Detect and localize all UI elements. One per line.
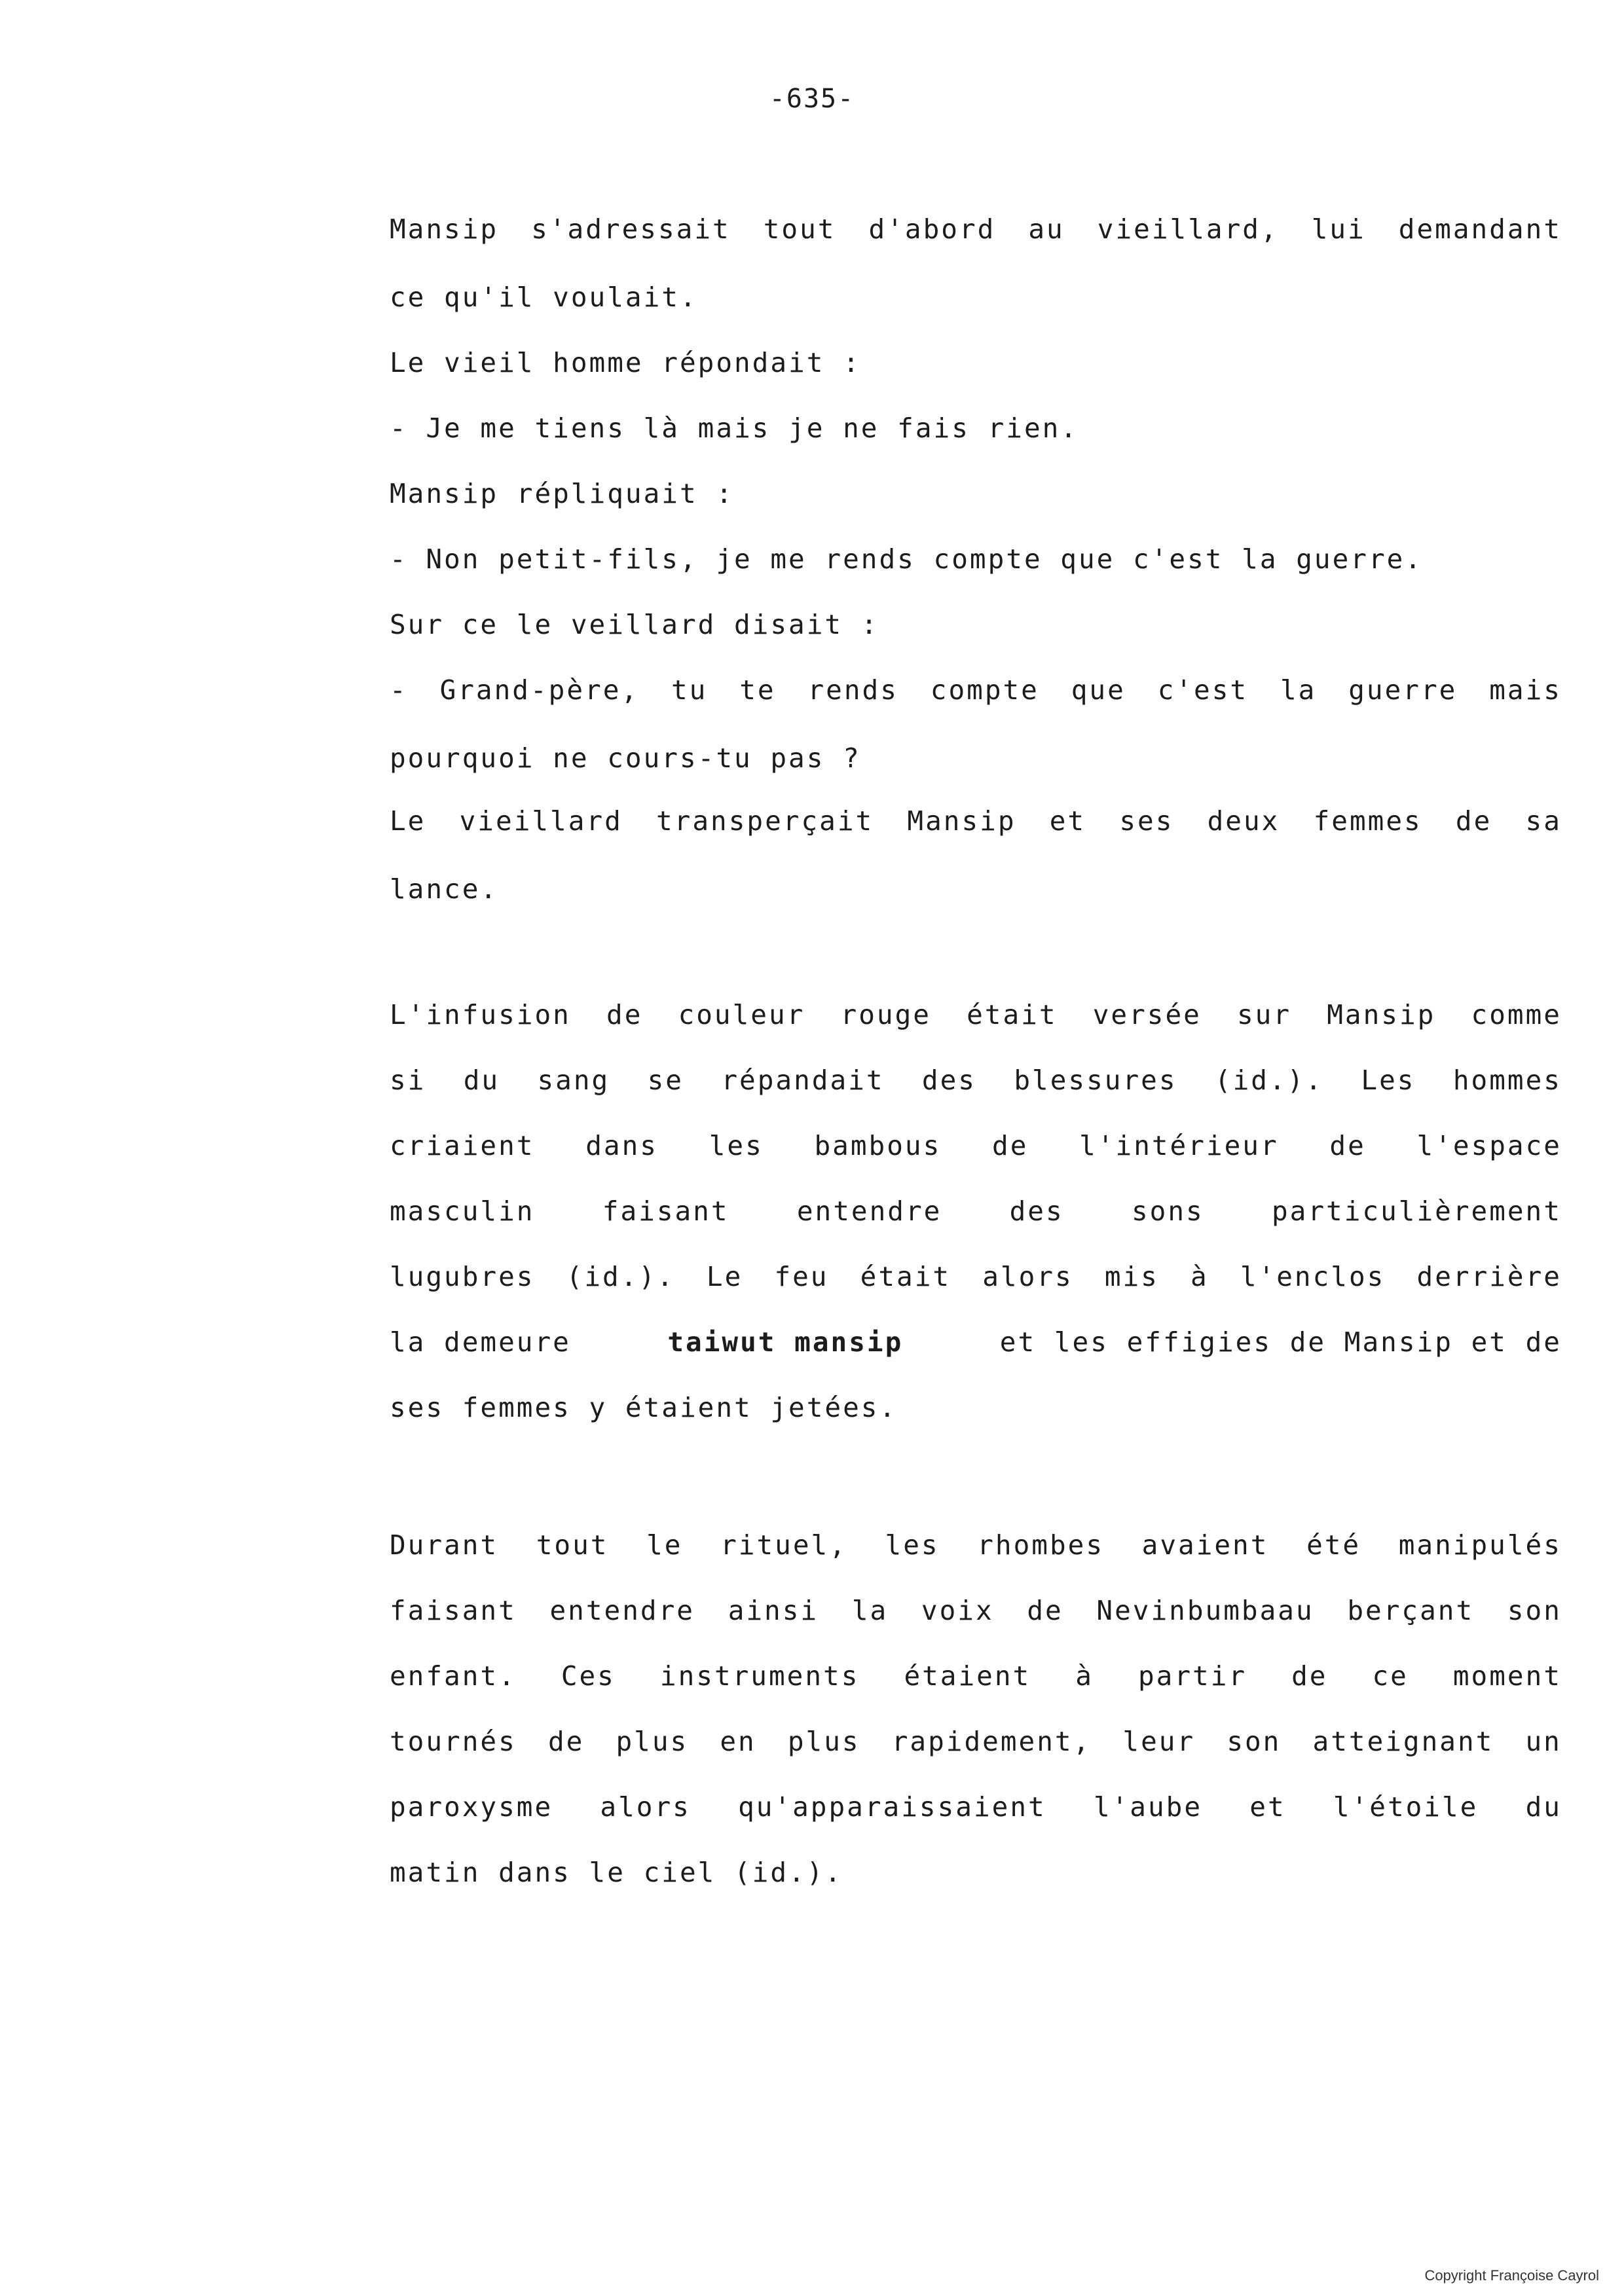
word: l'étoile	[1333, 1791, 1479, 1823]
word: un	[1525, 1726, 1562, 1757]
word: faisant	[602, 1195, 729, 1227]
text-line: - Je me tiens là mais je ne fais rien.	[390, 412, 1079, 444]
word: sang	[537, 1065, 610, 1096]
text-line	[390, 1722, 1562, 1761]
word: son	[1227, 1726, 1282, 1757]
word: plus	[616, 1726, 689, 1757]
word: faisant	[390, 1595, 517, 1626]
text-line: ses femmes y étaient jetées.	[390, 1392, 898, 1423]
word: des	[1009, 1195, 1064, 1227]
text-fragment: et les effigies de Mansip et de	[999, 1326, 1562, 1358]
text-line	[390, 1257, 1562, 1296]
word: de	[547, 1726, 585, 1757]
text-line	[390, 801, 1562, 841]
word: le	[646, 1529, 683, 1561]
word: manipulés	[1398, 1529, 1562, 1561]
word: Mansip	[390, 213, 499, 245]
word: Le	[706, 1261, 743, 1292]
word: que	[1071, 674, 1126, 706]
word: instruments	[659, 1660, 860, 1692]
word: partir	[1137, 1660, 1247, 1692]
word: couleur	[678, 999, 805, 1030]
text-line: matin dans le ciel (id.).	[390, 1857, 843, 1888]
word: étaient	[904, 1660, 1031, 1692]
word: répandait	[721, 1065, 885, 1096]
word: la	[1280, 674, 1317, 706]
word: transperçait	[655, 805, 874, 837]
word: paroxysme	[390, 1791, 553, 1823]
word: feu	[774, 1261, 829, 1292]
word: ses	[1119, 805, 1174, 837]
word: moment	[1452, 1660, 1562, 1692]
word: et	[1249, 1791, 1286, 1823]
word: à	[1190, 1261, 1209, 1292]
word: rhombes	[977, 1529, 1105, 1561]
word: criaient	[390, 1130, 535, 1161]
word: tu	[671, 674, 708, 706]
word: à	[1075, 1660, 1094, 1692]
word: plus	[787, 1726, 860, 1757]
word: lugubres	[390, 1261, 535, 1292]
word: compte	[930, 674, 1039, 706]
word: avaient	[1141, 1529, 1269, 1561]
word: et	[1049, 805, 1086, 837]
word: des	[921, 1065, 976, 1096]
word: lui	[1311, 213, 1366, 245]
word: voix	[921, 1595, 994, 1626]
word: derrière	[1416, 1261, 1562, 1292]
text-line	[390, 995, 1562, 1034]
word: tournés	[390, 1726, 517, 1757]
word: hommes	[1452, 1065, 1562, 1096]
word: rituel,	[720, 1529, 847, 1561]
word: vieillard,	[1097, 213, 1279, 245]
word: la	[851, 1595, 889, 1626]
word: de	[1027, 1595, 1063, 1626]
text-line-with-bold-term	[390, 1322, 1562, 1362]
word: de	[1455, 805, 1492, 837]
word: était	[860, 1261, 951, 1292]
word: te	[739, 674, 776, 706]
word: demandant	[1398, 213, 1562, 245]
text-line	[390, 1787, 1562, 1827]
word: au	[1028, 213, 1065, 245]
word: versée	[1092, 999, 1202, 1030]
word: (id.).	[566, 1261, 675, 1292]
word: tout	[763, 213, 836, 245]
word: alors	[982, 1261, 1073, 1292]
text-line: Sur ce le veillard disait :	[390, 609, 879, 640]
word: femmes	[1313, 805, 1422, 837]
word: guerre	[1348, 674, 1458, 706]
word: blessures	[1014, 1065, 1177, 1096]
word: tout	[536, 1529, 609, 1561]
word: été	[1306, 1529, 1361, 1561]
word: vieillard	[459, 805, 623, 837]
word: l'enclos	[1240, 1261, 1386, 1292]
word: rends	[807, 674, 898, 706]
word: Le	[390, 805, 426, 837]
text-line	[390, 1591, 1562, 1630]
word: de	[606, 999, 643, 1030]
word: de	[1291, 1660, 1328, 1692]
word: particulièrement	[1271, 1195, 1562, 1227]
bold-term: taiwut mansip	[667, 1326, 904, 1358]
word: Durant	[390, 1529, 499, 1561]
word: entendre	[796, 1195, 942, 1227]
word: en	[720, 1726, 756, 1757]
word: Nevinbumbaau	[1096, 1595, 1314, 1626]
word: enfant.	[390, 1660, 517, 1692]
word: l'aube	[1093, 1791, 1203, 1823]
word: berçant	[1347, 1595, 1475, 1626]
word: l'intérieur	[1079, 1130, 1279, 1161]
text-fragment: la demeure	[390, 1326, 571, 1358]
text-line: lance.	[390, 873, 499, 905]
word: ainsi	[728, 1595, 819, 1626]
word: mais	[1489, 674, 1562, 706]
word: de	[992, 1130, 1029, 1161]
word: du	[1525, 1791, 1562, 1823]
word: se	[647, 1065, 684, 1096]
text-line: ce qu'il voulait.	[390, 282, 698, 313]
word: Grand-père,	[439, 674, 640, 706]
text-line: Le vieil homme répondait :	[390, 347, 861, 378]
word: (id.).	[1214, 1065, 1324, 1096]
word: ce	[1372, 1660, 1409, 1692]
word: son	[1507, 1595, 1562, 1626]
word: leur	[1122, 1726, 1196, 1757]
word: sons	[1131, 1195, 1204, 1227]
text-line	[390, 210, 1562, 249]
word: Ces	[561, 1660, 616, 1692]
word: comme	[1471, 999, 1562, 1030]
word: du	[463, 1065, 500, 1096]
text-line	[390, 1192, 1562, 1231]
word: si	[390, 1065, 426, 1096]
word: sa	[1525, 805, 1562, 837]
word: entendre	[549, 1595, 695, 1626]
word: dans	[585, 1130, 658, 1161]
word: les	[885, 1529, 940, 1561]
word: Mansip	[907, 805, 1016, 837]
word: Mansip	[1327, 999, 1436, 1030]
word: Les	[1361, 1065, 1416, 1096]
word: qu'apparaissaient	[738, 1791, 1046, 1823]
word: était	[967, 999, 1058, 1030]
page-number: -635-	[769, 84, 855, 114]
word: atteignant	[1312, 1726, 1494, 1757]
text-line	[390, 1126, 1562, 1165]
word: c'est	[1157, 674, 1249, 706]
word: bambous	[814, 1130, 942, 1161]
word: rouge	[840, 999, 931, 1030]
text-line	[390, 670, 1562, 710]
text-line: Mansip répliquait :	[390, 478, 734, 509]
word: deux	[1207, 805, 1280, 837]
text-line: - Non petit-fils, je me rends compte que c'est la guerre.	[390, 543, 1423, 575]
word: sur	[1237, 999, 1292, 1030]
text-line	[390, 1656, 1562, 1696]
word: les	[709, 1130, 764, 1161]
text-line	[390, 1525, 1562, 1565]
word: L'infusion	[390, 999, 571, 1030]
copyright-notice: Copyright Françoise Cayrol	[1424, 2267, 1599, 2284]
word: de	[1329, 1130, 1366, 1161]
text-line: pourquoi ne cours-tu pas ?	[390, 742, 861, 774]
word: d'abord	[868, 213, 996, 245]
word: s'adressait	[531, 213, 731, 245]
word: mis	[1104, 1261, 1159, 1292]
word: alors	[600, 1791, 691, 1823]
word: -	[390, 674, 408, 706]
text-line	[390, 1061, 1562, 1100]
word: rapidement,	[891, 1726, 1092, 1757]
word: masculin	[390, 1195, 535, 1227]
word: l'espace	[1416, 1130, 1562, 1161]
